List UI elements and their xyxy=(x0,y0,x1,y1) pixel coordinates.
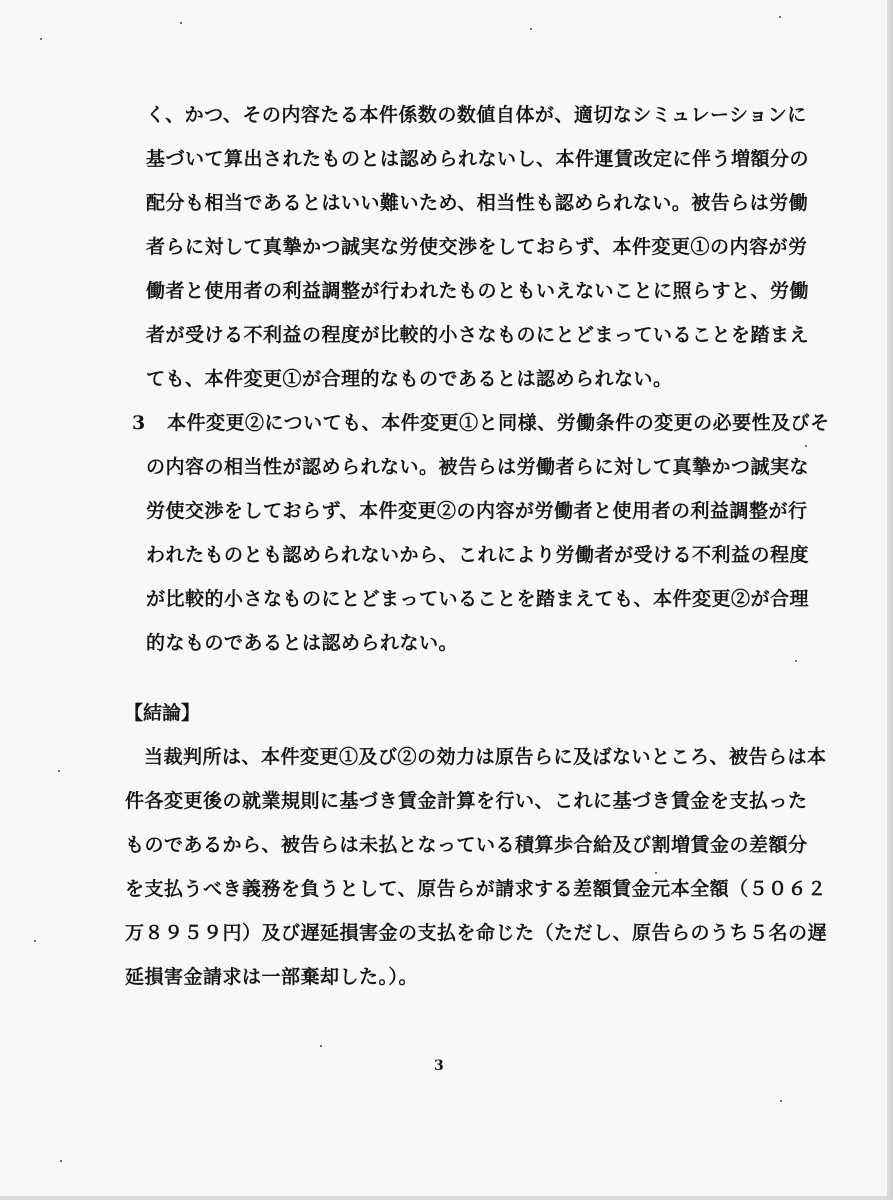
conclusion-line-1: 当裁判所は、本件変更①及び②の効力は原告らに及ばないところ、被告らは本 xyxy=(144,746,827,768)
body-line-7: ても、本件変更①が合理的なものであるとは認められない。 xyxy=(146,368,673,390)
conclusion-line-6: 延損害金請求は一部棄却した。）。 xyxy=(125,966,419,988)
body-line-4: 者らに対して真摯かつ誠実な労使交渉をしておらず、本件変更①の内容が労 xyxy=(146,236,808,258)
body-line-1: く、かつ、その内容たる本件係数の数値自体が、適切なシミュレーションに xyxy=(146,104,807,126)
scan-speck xyxy=(779,16,781,18)
scan-speck xyxy=(655,872,657,874)
scan-speck xyxy=(60,1160,62,1162)
item3-line-2: の内容の相当性が認められない。被告らは労働者らに対して真摯かつ誠実な xyxy=(146,456,810,478)
scan-speck xyxy=(530,28,532,30)
scan-speck xyxy=(780,1100,782,1102)
conclusion-line-2: 件各変更後の就業規則に基づき賃金計算を行い、これに基づき賃金を支払った xyxy=(125,790,808,812)
item3-line-5: が比較的小さなものにとどまっていることを踏まえても、本件変更②が合理 xyxy=(146,588,810,610)
conclusion-heading: 【結論】 xyxy=(124,702,201,724)
scan-speck xyxy=(40,38,42,40)
item3-line-6: 的なものであるとは認められない。 xyxy=(146,632,459,654)
scan-speck xyxy=(805,445,807,447)
scan-speck xyxy=(34,940,36,942)
scan-speck xyxy=(795,660,797,662)
conclusion-line-5: 万８９５９円）及び遅延損害金の支払を命じた（ただし、原告らのうち５名の遅 xyxy=(125,922,828,944)
body-line-2: 基づいて算出されたものとは認められないし、本件運賃改定に伴う増額分の xyxy=(146,148,810,170)
item3-line-1: 本件変更②についても、本件変更①と同様、労働条件の変更の必要性及びそ xyxy=(167,412,830,434)
scan-speck xyxy=(320,1045,322,1047)
scan-speck xyxy=(58,770,60,772)
page-number: 3 xyxy=(434,1058,444,1074)
scan-edge xyxy=(0,1196,893,1200)
body-line-6: 者が受ける不利益の程度が比較的小さなものにとどまっていることを踏まえ xyxy=(146,324,810,346)
item3-line-4: われたものとも認められないから、これにより労働者が受ける不利益の程度 xyxy=(146,544,810,566)
scan-speck xyxy=(180,22,182,24)
scan-edge xyxy=(887,0,893,1200)
conclusion-line-3: ものであるから、被告らは未払となっている積算歩合給及び割増賃金の差額分 xyxy=(125,834,808,856)
item-number-3: 3 xyxy=(132,412,146,434)
item3-line-3: 労使交渉をしておらず、本件変更②の内容が労働者と使用者の利益調整が行 xyxy=(146,500,808,522)
conclusion-line-4: を支払うべき義務を負うとして、原告らが請求する差額賃金元本全額（５０６２ xyxy=(125,878,827,900)
body-line-5: 働者と使用者の利益調整が行われたものともいえないことに照らすと、労働 xyxy=(146,280,810,302)
body-line-3: 配分も相当であるとはいい難いため、相当性も認められない。被告らは労働 xyxy=(146,192,809,214)
